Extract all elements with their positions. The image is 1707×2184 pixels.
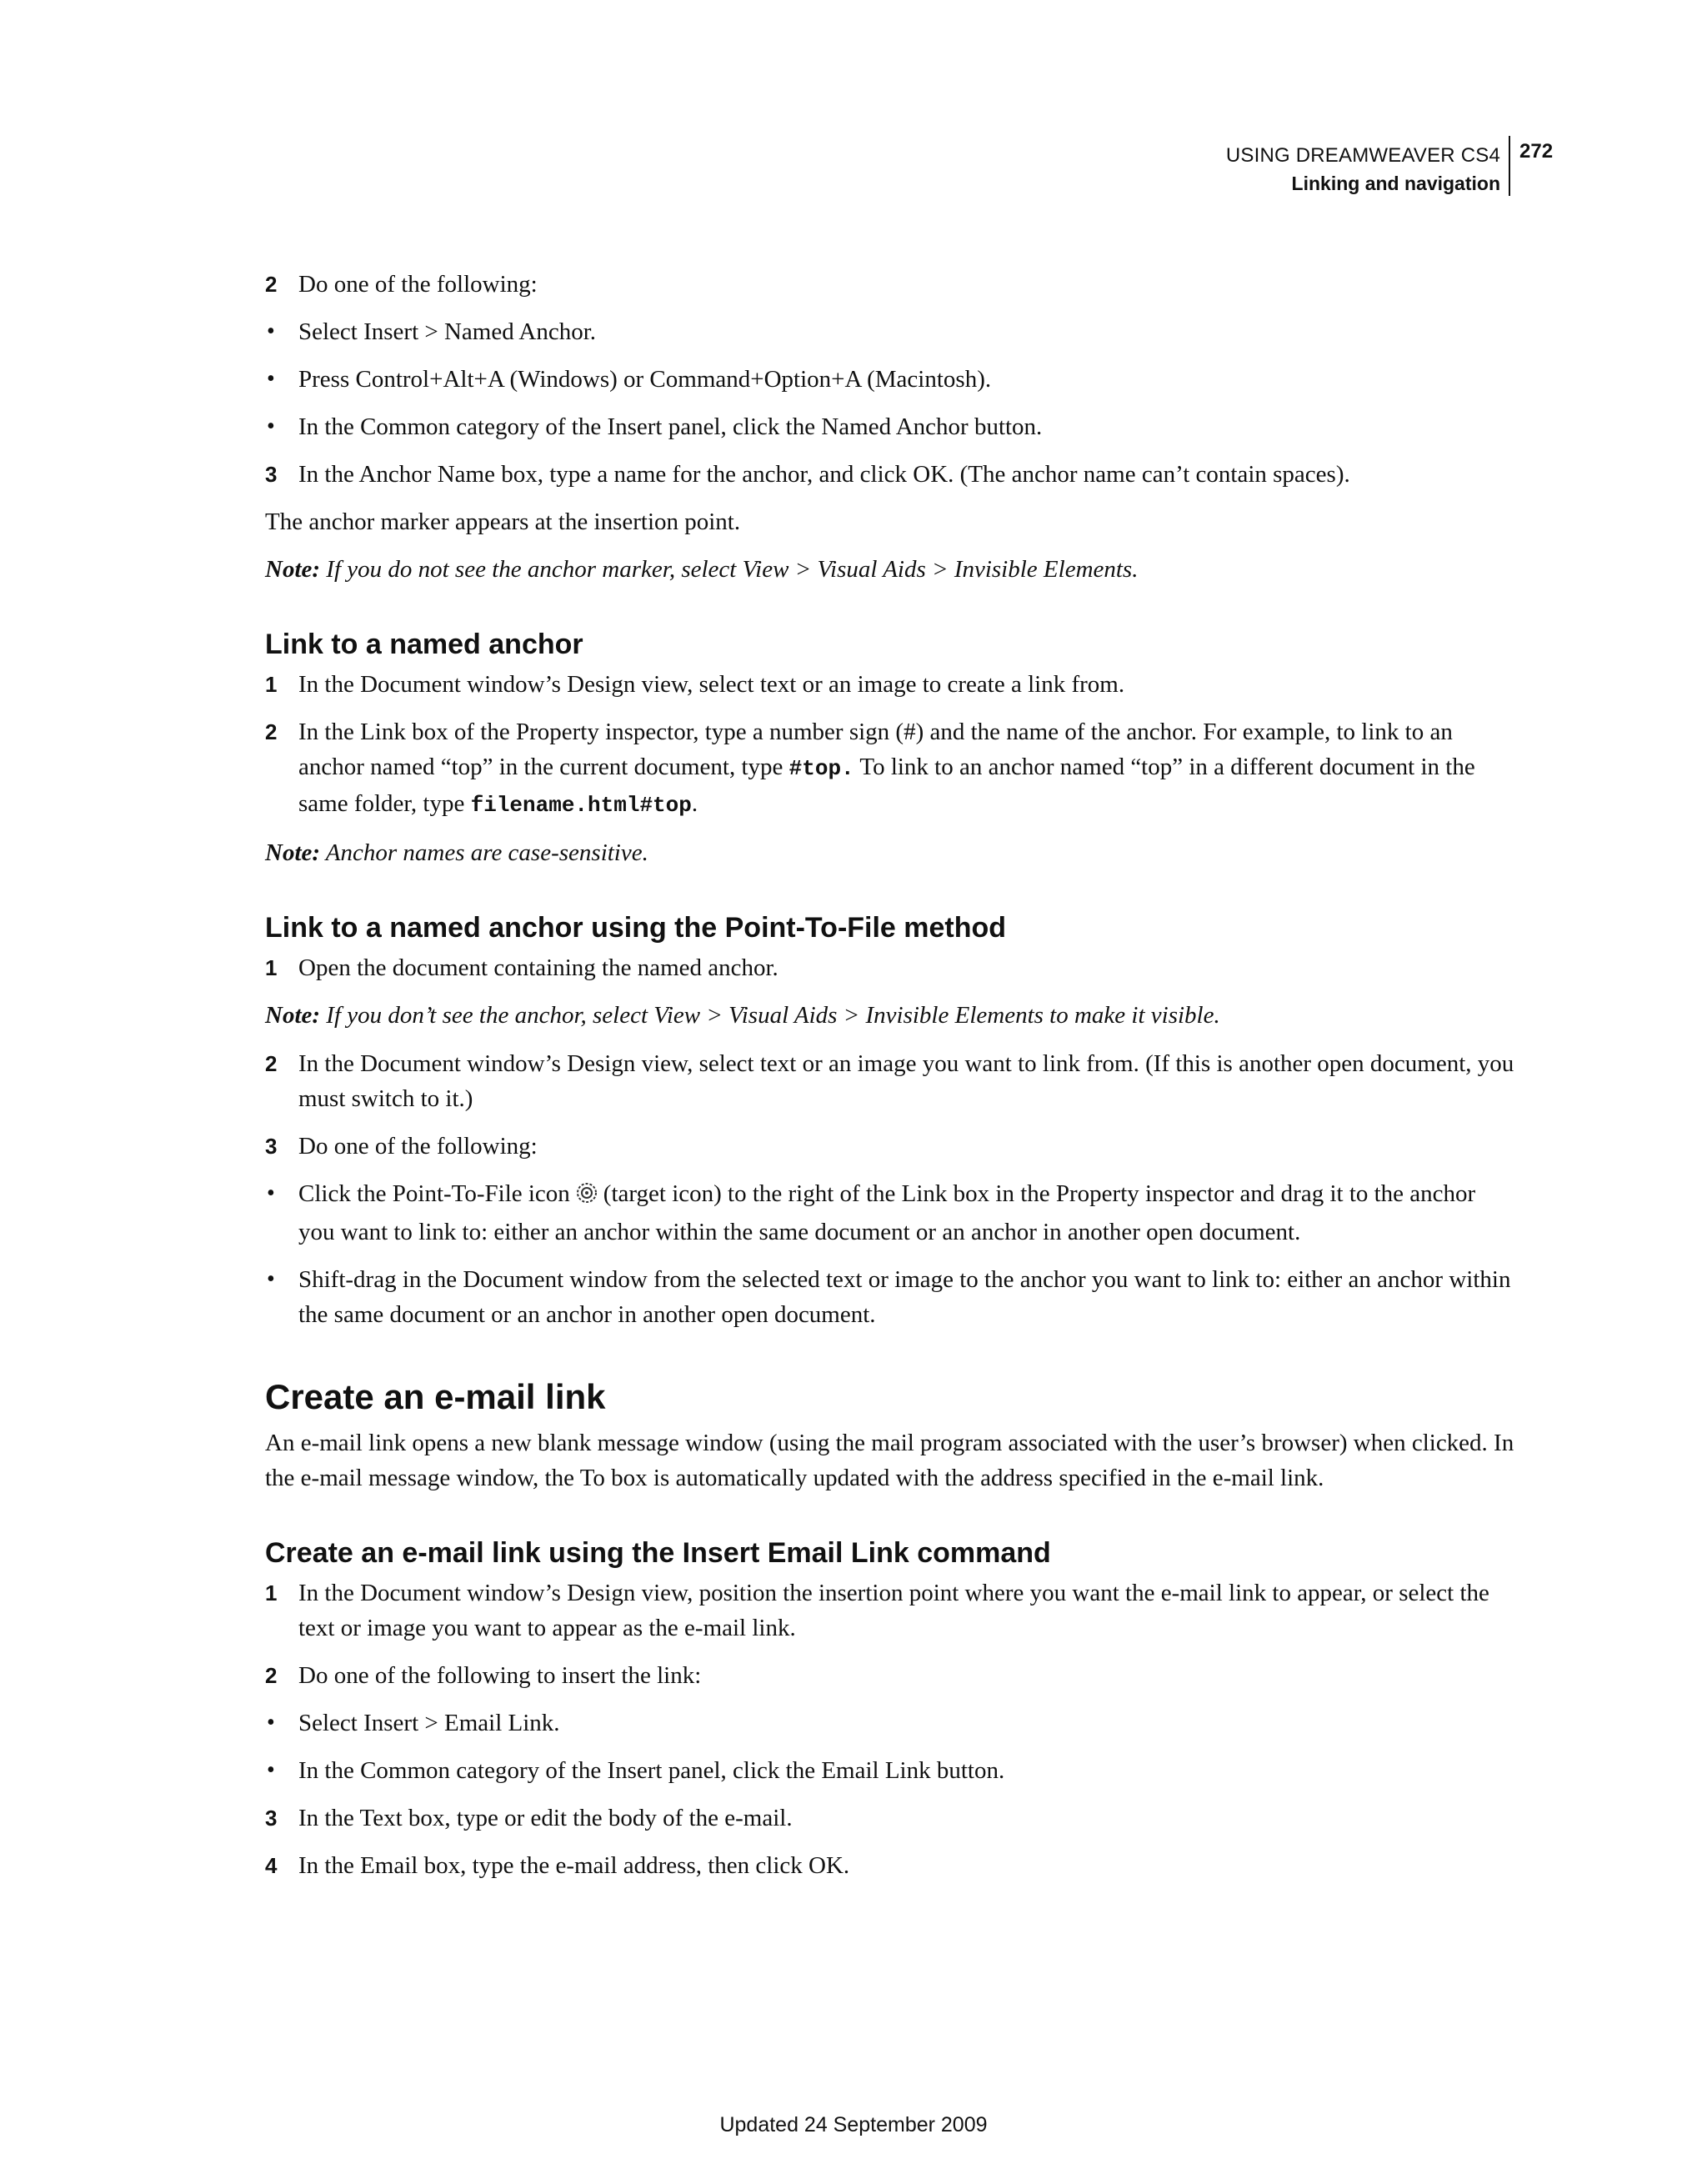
step-item [265, 667, 1515, 702]
step-text: In the Text box, type or edit the body of the e-mail. [298, 1805, 793, 1831]
bullet-item [265, 362, 1515, 397]
body-paragraph: The anchor marker appears at the insertion point. [265, 508, 741, 535]
code-snippet: filename.html#top [470, 793, 692, 818]
section-heading-major: Create an e-mail link [265, 1377, 606, 1416]
step-item [265, 1046, 1515, 1116]
step-item [265, 714, 1515, 823]
step-item [265, 1658, 1515, 1693]
step-text: In the Document window’s Design view, select text or an image to create a link from. [298, 671, 1125, 698]
step-item [265, 950, 1515, 985]
step-text: Do one of the following to insert the link: [298, 1662, 702, 1689]
step-number: 3 [265, 1806, 278, 1831]
step-text: In the Link box of the Property inspector, type a number sign (#) and the name of the anchor. For example, to link to an anchor named “top” in the current document, type [298, 719, 1453, 780]
bullet-item [265, 409, 1515, 444]
running-header [1226, 142, 1500, 197]
bullet-marker: • [267, 366, 275, 392]
bullet-marker: • [267, 1757, 275, 1783]
step-text: Do one of the following: [298, 1133, 538, 1160]
bullet-text: (target icon) to the right of the Link box in the Property inspector and drag it to the anchor you want to link to: either an anchor within the same document or an anchor in another open document. [298, 1180, 1476, 1245]
note-label: Note: [265, 1002, 321, 1029]
bullet-item [265, 1262, 1515, 1332]
bullet-text: Select Insert > Named Anchor. [298, 318, 597, 345]
bullet-item [265, 1176, 1515, 1250]
page-footer: Updated 24 September 2009 [719, 2113, 988, 2136]
bullet-text: In the Common category of the Insert panel, click the Named Anchor button. [298, 413, 1043, 440]
step-text: To link to an anchor named “top” in a different document in the same folder, type [298, 754, 1475, 817]
note-text: If you don’t see the anchor, select View > Visual Aids > Invisible Elements to make it visible. [320, 1002, 1220, 1029]
step-number: 3 [265, 1134, 278, 1159]
bullet-marker: • [267, 413, 275, 439]
step-text: Open the document containing the named anchor. [298, 954, 778, 981]
step-number: 2 [265, 1051, 278, 1076]
bullet-marker: • [267, 1266, 275, 1292]
step-text: . [691, 790, 698, 817]
code-snippet: #top. [788, 756, 854, 781]
step-item [265, 457, 1515, 492]
bullet-item [265, 1753, 1515, 1788]
note-paragraph [265, 835, 1515, 870]
step-number: 2 [265, 1663, 278, 1688]
section-heading: Link to a named anchor [265, 629, 583, 660]
header-divider [1509, 136, 1510, 196]
main-content [265, 267, 1515, 1896]
step-text: In the Document window’s Design view, select text or an image you want to link from. (If this is another open document, you must switch to it.) [298, 1050, 1514, 1112]
body-paragraph: An e-mail link opens a new blank message window (using the mail program associated with the user’s browser) when clicked. In the e-mail message window, the To box is automatically updated with the address specified in the e-mail link. [265, 1430, 1514, 1491]
note-text: Anchor names are case-sensitive. [320, 839, 648, 866]
note-text: If you do not see the anchor marker, select View > Visual Aids > Invisible Elements. [320, 556, 1139, 583]
note-paragraph [265, 998, 1515, 1033]
bullet-text: Click the Point-To-File icon [298, 1180, 570, 1207]
step-text: In the Anchor Name box, type a name for the anchor, and click OK. (The anchor name can’t contain spaces). [298, 461, 1350, 488]
bullet-marker: • [267, 1180, 275, 1206]
step-item [265, 1575, 1515, 1646]
step-number: 1 [265, 672, 278, 697]
target-icon [575, 1180, 598, 1215]
step-text: In the Document window’s Design view, position the insertion point where you want the e-mail link to appear, or select the text or image you want to appear as the e-mail link. [298, 1580, 1489, 1641]
bullet-text: In the Common category of the Insert panel, click the Email Link button. [298, 1757, 1005, 1784]
step-item [265, 267, 1515, 302]
section-heading: Link to a named anchor using the Point-To-File method [265, 912, 1007, 944]
header-title: USING DREAMWEAVER CS4 [1225, 144, 1500, 167]
step-number: 1 [265, 1580, 278, 1605]
step-text: Do one of the following: [298, 271, 538, 298]
bullet-marker: • [267, 318, 275, 344]
page-number: 272 [1519, 140, 1554, 163]
bullet-text: Select Insert > Email Link. [298, 1710, 560, 1736]
note-label: Note: [265, 839, 321, 866]
step-number: 2 [265, 719, 278, 744]
bullet-item [265, 1706, 1515, 1741]
step-number: 2 [265, 272, 278, 297]
step-item [265, 1129, 1515, 1164]
note-label: Note: [265, 556, 321, 583]
step-number: 3 [265, 462, 278, 487]
step-text: In the Email box, type the e-mail address, then click OK. [298, 1852, 850, 1879]
step-number: 4 [265, 1853, 278, 1878]
bullet-text: Shift-drag in the Document window from the selected text or image to the anchor you want to link to: either an anchor within the same document or an anchor in another open document. [298, 1266, 1511, 1328]
step-item [265, 1801, 1515, 1836]
bullet-marker: • [267, 1710, 275, 1736]
bullet-item [265, 314, 1515, 349]
section-heading: Create an e-mail link using the Insert Email Link command [265, 1537, 1051, 1569]
header-subtitle: Linking and navigation [1291, 173, 1500, 194]
step-number: 1 [265, 955, 278, 980]
note-paragraph [265, 552, 1515, 587]
bullet-text: Press Control+Alt+A (Windows) or Command+Option+A (Macintosh). [298, 366, 992, 393]
step-item [265, 1848, 1515, 1883]
